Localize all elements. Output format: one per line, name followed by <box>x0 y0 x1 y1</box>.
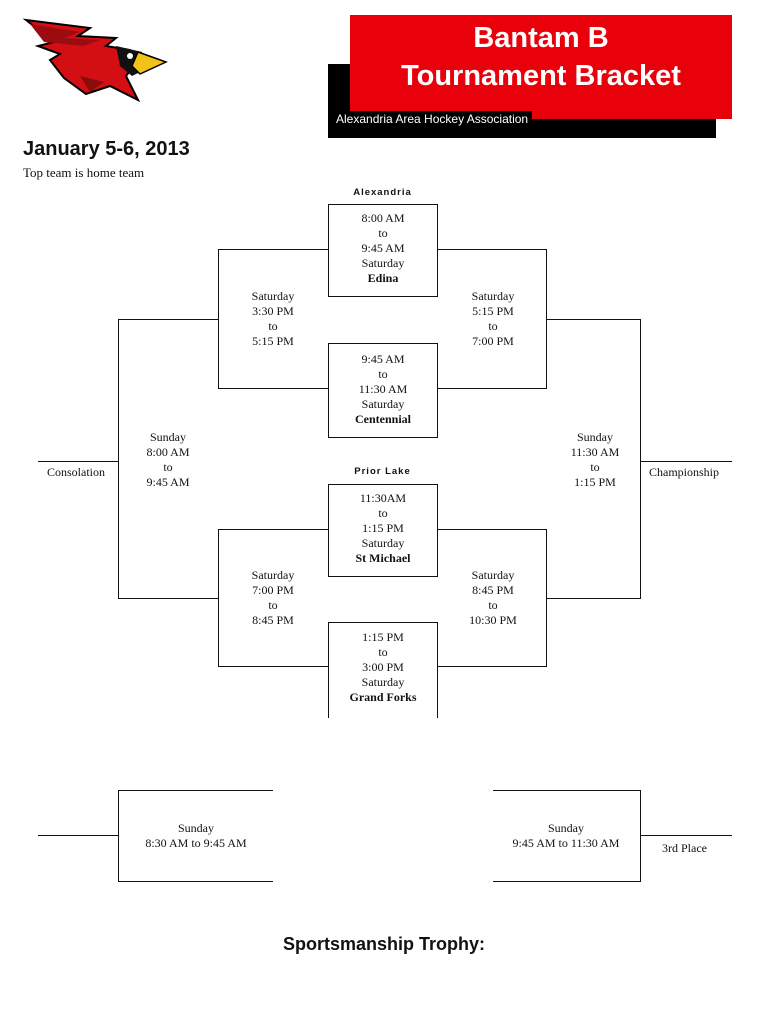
third-out-line <box>640 835 732 836</box>
team-centennial: Centennial <box>354 412 411 426</box>
game-4-schedule: 1:15 PM to 3:00 PM Saturday Grand Forks <box>328 630 438 705</box>
championship-semi-top-time: Saturday 5:15 PM to 7:00 PM <box>471 289 515 348</box>
team-alexandria: Alexandria <box>353 187 412 198</box>
team-grand-forks: Grand Forks <box>349 690 417 704</box>
third-place-time: Sunday 9:45 AM to 11:30 AM <box>512 821 620 850</box>
team-edina: Edina <box>367 271 399 285</box>
seventh-vline <box>118 790 119 881</box>
consolation-final-bottom-line <box>118 598 218 599</box>
home-team-note: Top team is home team <box>23 165 145 180</box>
game-3-schedule: 11:30AM to 1:15 PM Saturday St Michael <box>328 491 438 566</box>
championship-semi-bottom-time: Saturday 8:45 PM to 10:30 PM <box>469 568 517 627</box>
championship-final-vline <box>640 319 641 598</box>
third-top-line <box>493 790 641 791</box>
team-prior-lake: Prior Lake <box>354 466 411 477</box>
third-place-label: 3rd Place <box>662 841 707 855</box>
sportsmanship-trophy-heading: Sportsmanship Trophy: <box>282 934 486 954</box>
game-2-schedule: 9:45 AM to 11:30 AM Saturday Centennial <box>328 352 438 427</box>
seventh-bottom-line <box>118 881 273 882</box>
consolation-final-vline <box>118 319 119 598</box>
consolation-final-top-line <box>118 319 218 320</box>
title-line1: Bantam B <box>473 22 609 54</box>
consolation-semi-top-time: Saturday 3:30 PM to 5:15 PM <box>251 289 295 348</box>
championship-final-top-line <box>547 319 641 320</box>
championship-final-time: Sunday 11:30 AM to 1:15 PM <box>570 430 620 489</box>
association-name: Alexandria Area Hockey Association <box>336 111 532 127</box>
game-1-schedule: 8:00 AM to 9:45 AM Saturday Edina <box>328 211 438 286</box>
event-date: January 5-6, 2013 <box>23 138 190 160</box>
title-line2: Tournament Bracket <box>401 60 681 92</box>
championship-label: Championship <box>649 465 720 479</box>
seventh-place-time: Sunday 8:30 AM to 9:45 AM <box>145 821 247 850</box>
consolation-label: Consolation <box>47 465 106 479</box>
seventh-top-line <box>118 790 273 791</box>
championship-final-bottom-line <box>547 598 641 599</box>
championship-out-line <box>640 461 732 462</box>
consolation-final-time: Sunday 8:00 AM to 9:45 AM <box>146 430 190 489</box>
cardinal-logo <box>20 16 168 110</box>
consolation-semi-bottom-time: Saturday 7:00 PM to 8:45 PM <box>251 568 295 627</box>
seventh-out-line <box>38 835 118 836</box>
team-st-michael: St Michael <box>355 551 411 565</box>
consolation-out-line <box>38 461 118 462</box>
third-bottom-line <box>493 881 641 882</box>
